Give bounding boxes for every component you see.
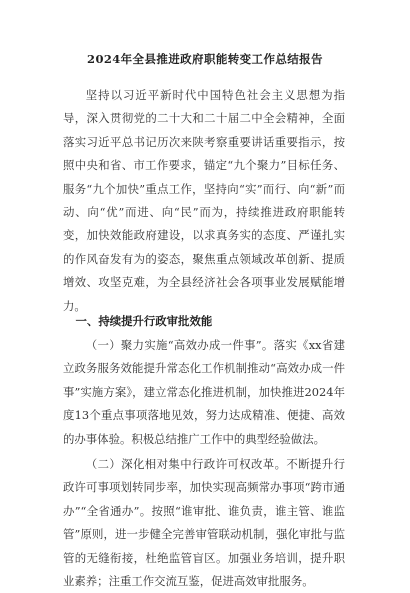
subsection-paragraph-2: （二）深化相对集中行政许可权改革。不断提升行政许可事项划转同步率，加快实现高频常办事项“跨市通办”“全省通办”。按照“谁审批、谁负责，谁主管、谁监管”原则，进一步健全完善审管联动机制，强化审批与监管的无缝衔接，杜绝监管盲区。加强业务培训，提升职业素养；注重工作交流互鉴，促进高效审批服务。 [63, 457, 345, 589]
subsection-paragraph-1: （一）聚力实施“高效办成一件事”。落实《xx省建立政务服务效能提升常态化工作机制推动“高效办成一件事”实施方案》，建立常态化推进机制，加快推进2024年度13个重点事项落地见效，努力达成精准、便捷、高效的办事体验。积极总结推广工作中的典型经验做法。 [63, 338, 345, 446]
document-title: 2024年全县推进政府职能转变工作总结报告 [87, 52, 323, 66]
intro-paragraph: 坚持以习近平新时代中国特色社会主义思想为指导，深入贯彻党的二十大和二十届二中全会精神，全面落实习近平总书记历次来陕考察重要讲话重要指示，按照中央和省、市工作要求，锚定“九个聚力”目标任务、服务“九个加快”重点工作，坚持向“实”而行、向“新”而动、向“优”而进、向“民”而为，持续推进政府职能转变，加快效能政府建设，以求真务实的态度、严谨扎实的作风奋发有为的姿态，聚焦重点领域改革创新、提质增效、攻坚克难，为全县经济社会各项事业发展赋能增力。 [63, 88, 345, 313]
section-heading-1: 一、持续提升行政审批效能 [75, 314, 213, 328]
